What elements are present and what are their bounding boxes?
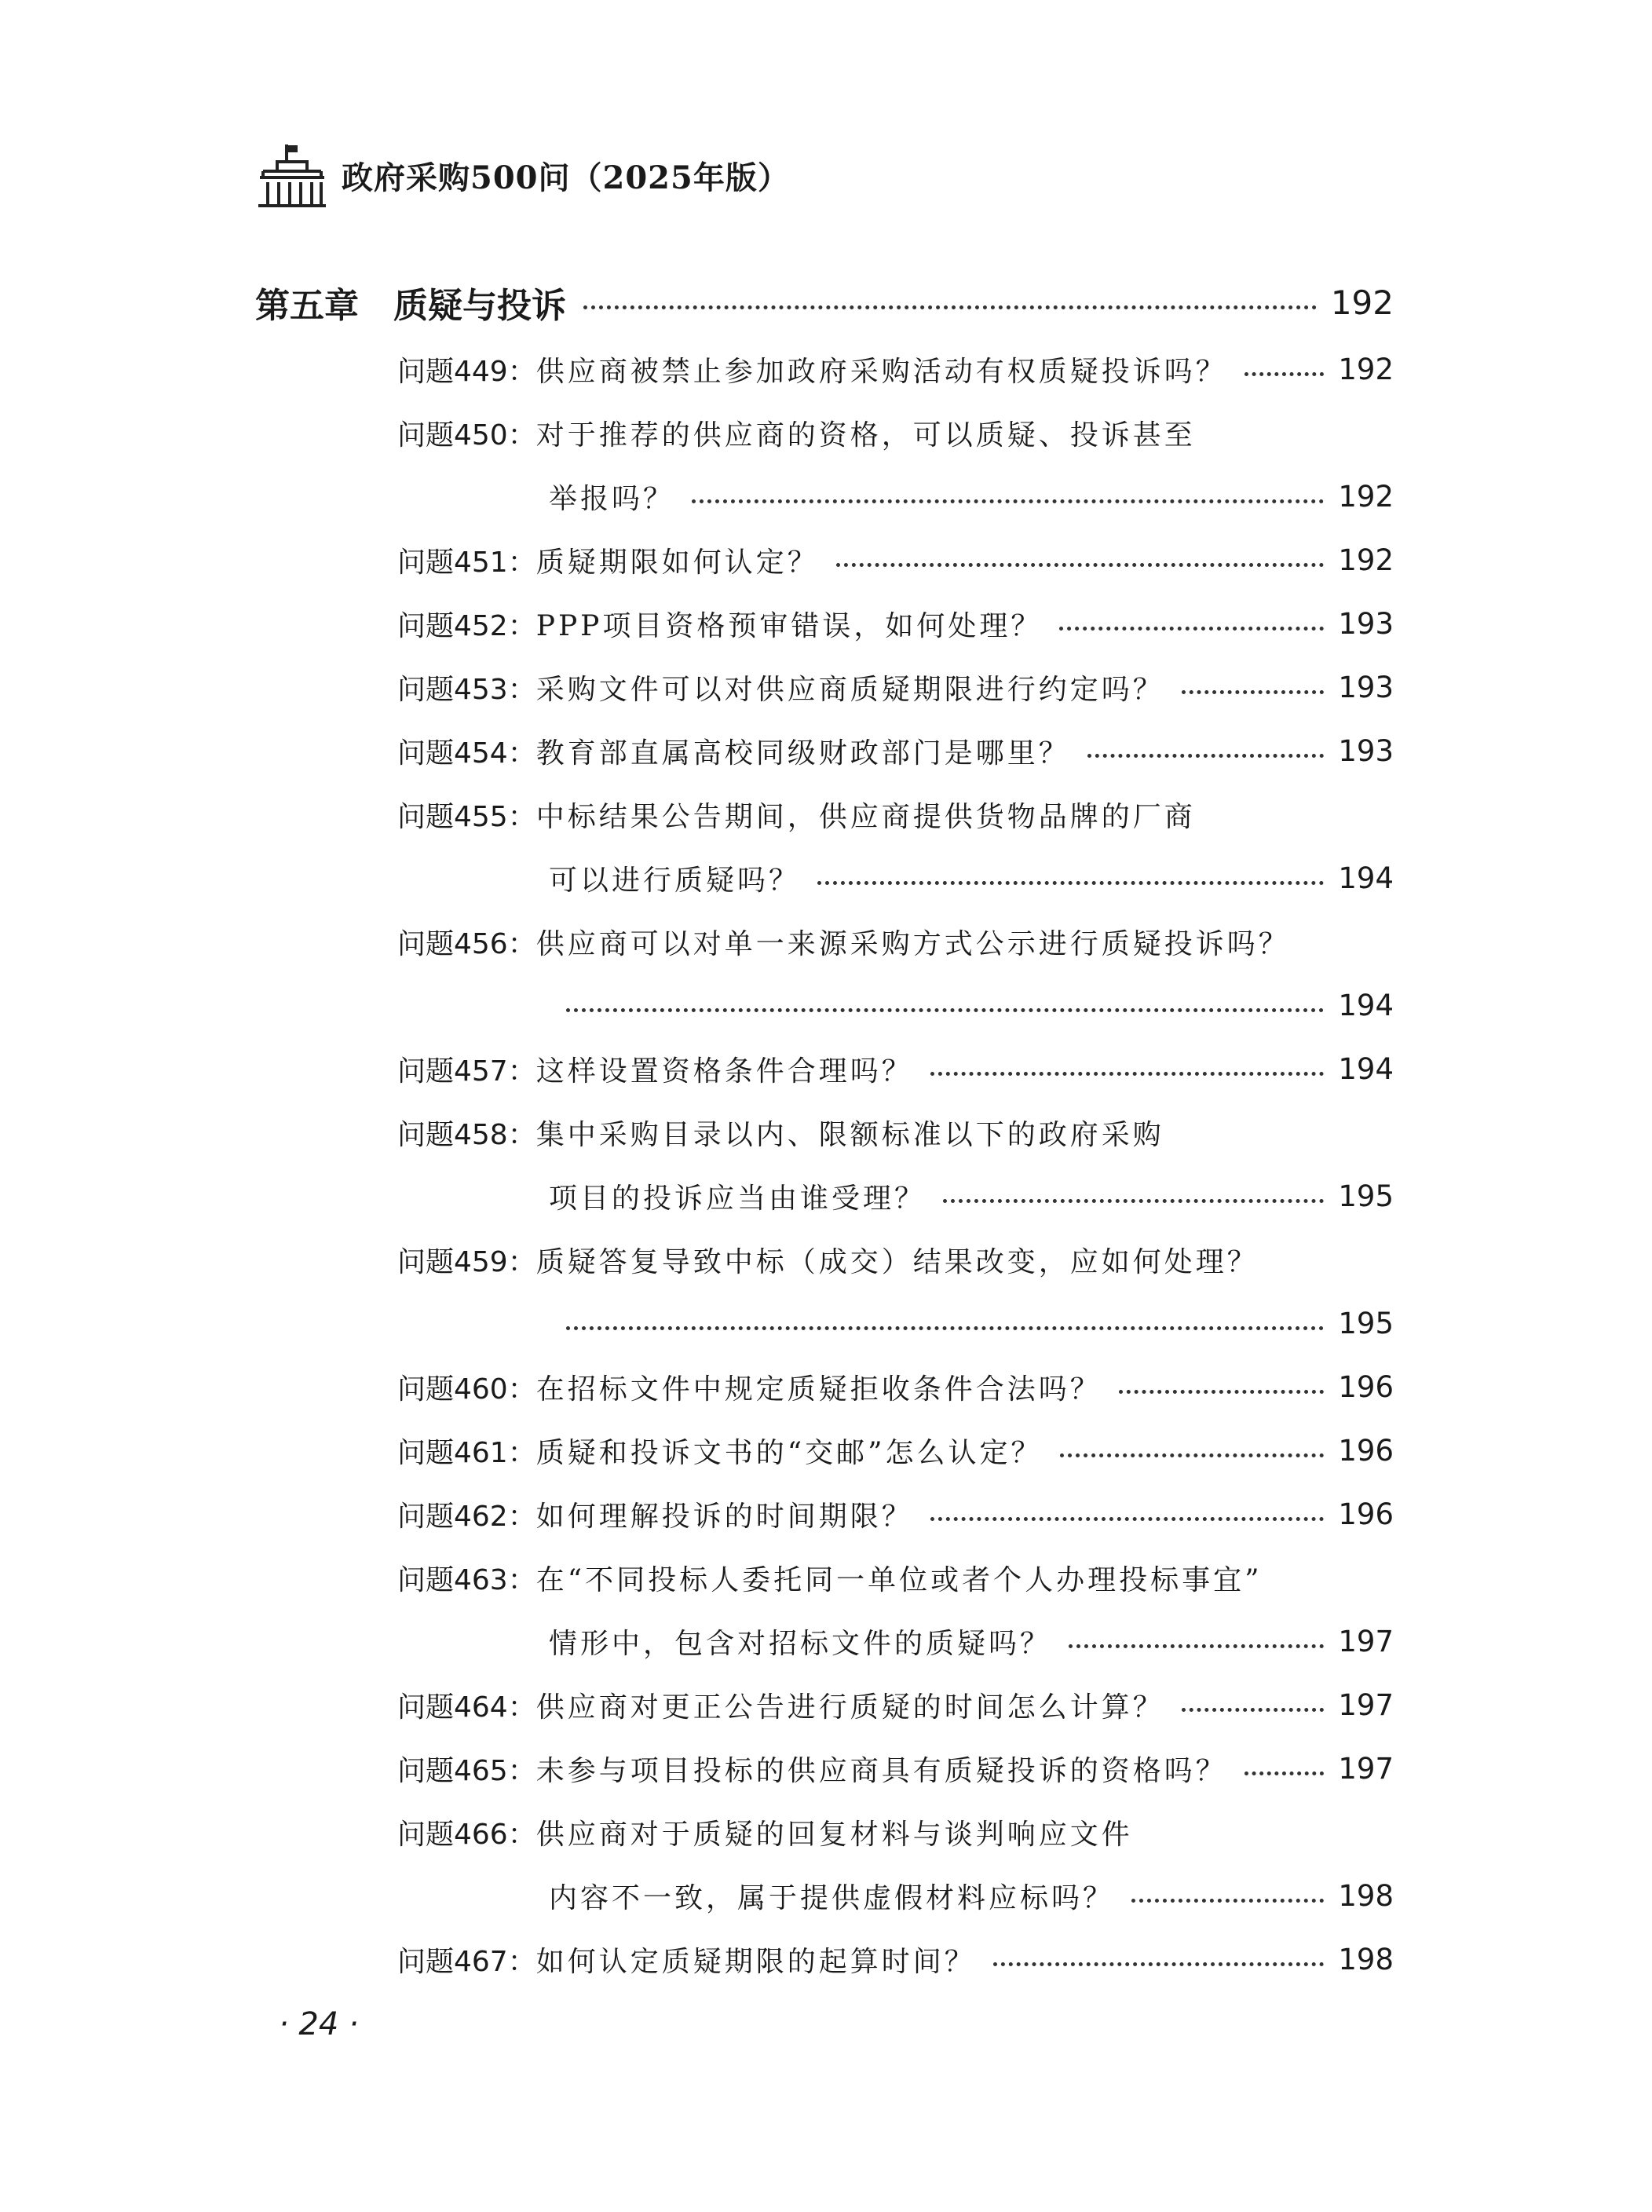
question-text: 未参与项目投标的供应商具有质疑投诉的资格吗？ (535, 1755, 1227, 1787)
page-ref: 194 (1338, 1052, 1394, 1086)
chapter-heading[interactable] (255, 275, 1394, 330)
toc-line (397, 1292, 1394, 1355)
page-ref: 197 (1338, 1625, 1394, 1658)
question-text: 这样设置资格条件合理吗？ (535, 1055, 913, 1088)
page-ref: 197 (1338, 1688, 1394, 1722)
toc-entry[interactable] (397, 1419, 1394, 1483)
page-ref: 193 (1338, 734, 1394, 768)
toc-line (397, 656, 1394, 719)
book-title: 政府采购500问（2025年版） (342, 159, 790, 196)
question-number: 问题456： (397, 928, 536, 960)
running-header (255, 141, 790, 209)
page-number: · 24 · (279, 2006, 359, 2042)
page-ref: 195 (1338, 1307, 1394, 1340)
toc-entry[interactable] (397, 1228, 1394, 1355)
question-number: 问题463： (397, 1564, 536, 1596)
dot-leader (566, 1008, 1324, 1012)
toc-entry[interactable] (397, 656, 1394, 719)
question-number: 问题457： (397, 1055, 536, 1088)
page-ref: 195 (1338, 1179, 1394, 1213)
toc-entry[interactable] (397, 910, 1394, 1037)
question-text: 举报吗？ (549, 483, 675, 515)
question-number: 问题450： (397, 419, 536, 452)
dot-leader (1069, 1644, 1324, 1648)
dot-leader (1182, 690, 1325, 694)
question-text: 教育部直属高校同级财政部门是哪里？ (535, 737, 1070, 770)
question-number: 问题462： (397, 1501, 536, 1533)
question-text: 质疑期限如何认定？ (535, 547, 819, 579)
page-ref: 192 (1338, 543, 1394, 577)
question-text: 内容不一致，属于提供虚假材料应标吗？ (549, 1882, 1115, 1914)
toc-entry[interactable] (397, 1101, 1394, 1228)
dot-leader (1244, 1771, 1325, 1775)
page-ref: 194 (1338, 989, 1394, 1022)
toc-line (397, 1419, 1394, 1483)
page-ref: 198 (1338, 1879, 1394, 1913)
toc-line (397, 1864, 1394, 1928)
toc-line (397, 401, 1394, 465)
toc-line (397, 528, 1394, 592)
chapter-title: 质疑与投诉 (393, 286, 566, 326)
question-text: 如何理解投诉的时间期限？ (535, 1501, 913, 1533)
page-ref: 198 (1338, 1943, 1394, 1976)
dot-leader (1182, 1708, 1325, 1712)
page-ref: 196 (1338, 1434, 1394, 1468)
question-number: 问题449： (397, 356, 536, 388)
question-text: 情形中，包含对招标文件的质疑吗？ (549, 1628, 1052, 1660)
question-number: 问题451： (397, 547, 536, 579)
question-text: 可以进行质疑吗？ (549, 865, 801, 897)
toc-line (397, 1101, 1394, 1164)
question-number: 问题460： (397, 1373, 536, 1406)
question-text: 供应商对于质疑的回复材料与谈判响应文件 (535, 1819, 1133, 1851)
toc-line (397, 592, 1394, 656)
dot-leader (1087, 754, 1325, 758)
question-number: 问题458： (397, 1119, 536, 1151)
question-number: 问题461： (397, 1437, 536, 1469)
building-icon (255, 141, 329, 209)
toc-entry[interactable] (397, 1546, 1394, 1673)
page-ref: 196 (1338, 1370, 1394, 1404)
dot-leader (566, 1326, 1324, 1330)
page-ref: 193 (1338, 607, 1394, 641)
page-ref: 192 (1338, 353, 1394, 386)
page-ref: 196 (1338, 1497, 1394, 1531)
toc-line (397, 846, 1394, 910)
page-ref: 192 (1338, 480, 1394, 514)
chapter-number: 第五章 (255, 286, 359, 326)
dot-leader (1244, 372, 1325, 376)
toc-line (397, 783, 1394, 846)
toc-line (397, 465, 1394, 528)
question-number: 问题465： (397, 1755, 536, 1787)
question-text: 项目的投诉应当由谁受理？ (549, 1183, 927, 1215)
question-number: 问题452： (397, 610, 536, 642)
dot-leader (993, 1962, 1325, 1966)
question-text: 供应商被禁止参加政府采购活动有权质疑投诉吗？ (535, 356, 1227, 388)
question-number: 问题467： (397, 1946, 536, 1978)
toc-line (397, 1801, 1394, 1864)
toc-entry[interactable] (397, 1673, 1394, 1737)
toc-line (397, 1928, 1394, 1991)
toc-line (397, 1610, 1394, 1673)
question-text: 采购文件可以对供应商质疑期限进行约定吗？ (535, 674, 1164, 706)
page-ref: 193 (1338, 671, 1394, 704)
toc-entry[interactable] (397, 1355, 1394, 1419)
question-text: 集中采购目录以内、限额标准以下的政府采购 (535, 1119, 1164, 1151)
toc-line (397, 1164, 1394, 1228)
question-text: PPP项目资格预审错误，如何处理？ (535, 610, 1043, 642)
dot-leader (1119, 1390, 1325, 1394)
question-number: 问题455： (397, 801, 536, 833)
dot-leader (943, 1199, 1324, 1203)
dot-leader (1059, 627, 1324, 631)
question-text: 对于推荐的供应商的资格，可以质疑、投诉甚至 (535, 419, 1196, 452)
dot-leader (692, 499, 1324, 503)
question-text: 在“不同投标人委托同一单位或者个人办理投标事宜” (535, 1564, 1263, 1596)
toc-entry[interactable] (397, 401, 1394, 528)
toc-line (397, 1037, 1394, 1101)
question-text: 中标结果公告期间，供应商提供货物品牌的厂商 (535, 801, 1196, 833)
question-number: 问题459： (397, 1246, 536, 1278)
toc-entry[interactable] (397, 528, 1394, 592)
toc-entry[interactable] (397, 783, 1394, 910)
question-text: 供应商可以对单一来源采购方式公示进行质疑投诉吗？ (535, 928, 1290, 960)
toc-line (397, 974, 1394, 1037)
toc-entry[interactable] (397, 1737, 1394, 1801)
toc-entry[interactable] (397, 592, 1394, 656)
dot-leader (930, 1517, 1325, 1521)
toc-line (397, 1546, 1394, 1610)
dot-leader (817, 881, 1324, 885)
question-number: 问题466： (397, 1819, 536, 1851)
page-ref: 194 (1338, 861, 1394, 895)
toc-line (397, 719, 1394, 783)
toc-line (397, 1737, 1394, 1801)
question-text: 供应商对更正公告进行质疑的时间怎么计算？ (535, 1691, 1164, 1724)
toc-list (397, 338, 1394, 1991)
toc-line (397, 1228, 1394, 1292)
question-number: 问题453： (397, 674, 536, 706)
toc-line (397, 910, 1394, 974)
toc-line (397, 338, 1394, 401)
toc-entry[interactable] (397, 1037, 1394, 1101)
toc-entry[interactable] (397, 338, 1394, 401)
toc-entry[interactable] (397, 1801, 1394, 1928)
toc-line (397, 1673, 1394, 1737)
dot-leader (1131, 1899, 1324, 1903)
page-ref: 197 (1338, 1752, 1394, 1786)
toc-entry[interactable] (397, 1928, 1394, 1991)
toc-entry[interactable] (397, 719, 1394, 783)
toc-line (397, 1355, 1394, 1419)
dot-leader (930, 1072, 1325, 1076)
question-number: 问题464： (397, 1691, 536, 1724)
dot-leader (1060, 1453, 1325, 1457)
question-number: 问题454： (397, 737, 536, 770)
chapter-page: 192 (1330, 283, 1394, 322)
question-text: 如何认定质疑期限的起算时间？ (535, 1946, 976, 1978)
toc-entry[interactable] (397, 1483, 1394, 1546)
question-text: 质疑和投诉文书的“交邮”怎么认定？ (535, 1437, 1043, 1469)
dot-leader (583, 305, 1317, 309)
question-text: 质疑答复导致中标（成交）结果改变，应如何处理？ (535, 1246, 1259, 1278)
dot-leader (836, 563, 1325, 567)
toc-line (397, 1483, 1394, 1546)
question-text: 在招标文件中规定质疑拒收条件合法吗？ (535, 1373, 1102, 1406)
